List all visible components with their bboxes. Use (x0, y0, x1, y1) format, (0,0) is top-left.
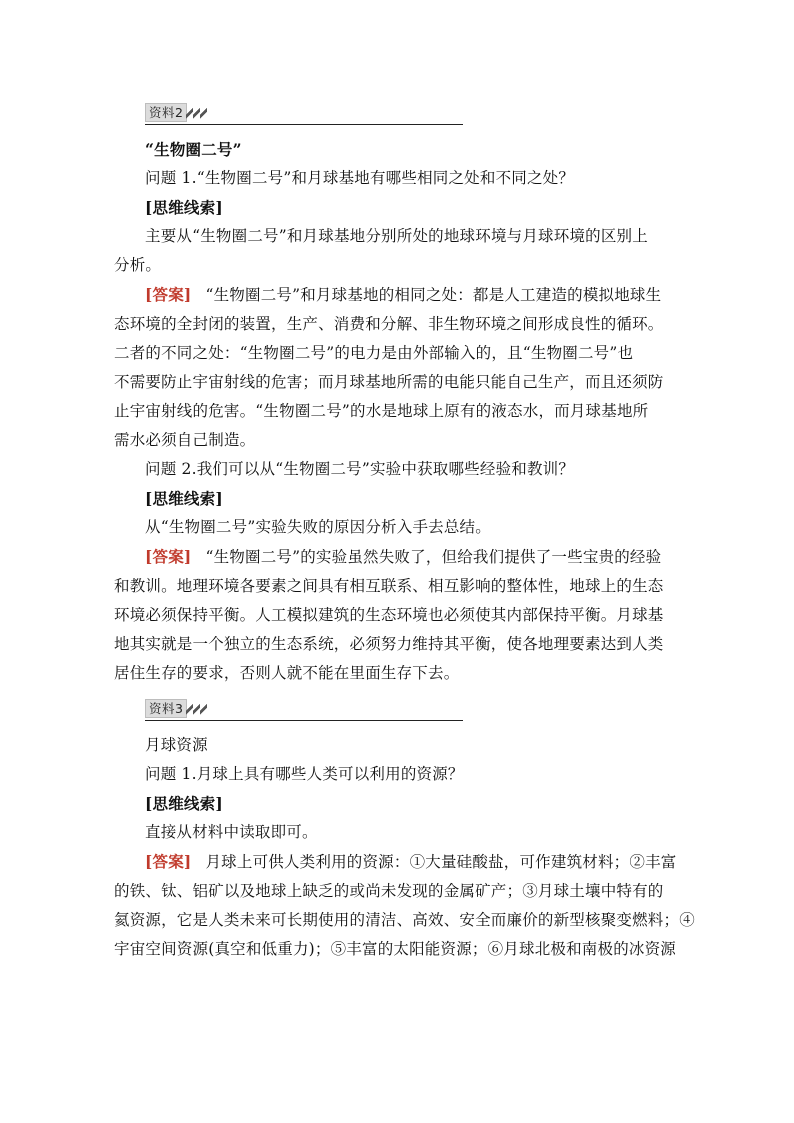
answer-line (145, 847, 685, 877)
document-page (114, 100, 695, 964)
section-title-2: “生物圈二号” (145, 140, 242, 159)
hint-line: 主要从“生物圈二号”和月球基地分别所处的地球环境与月球环境的区别上 (145, 227, 648, 245)
question-1: 问题 1.月球上具有哪些人类可以利用的资源？ (145, 765, 464, 783)
hint-line: 分析。 (114, 256, 162, 274)
answer-line: 态环境的全封闭的装置，生产、消费和分解、非生物环境之间形成良性的循环。 (114, 315, 664, 333)
answer-line: 环境必须保持平衡。人工模拟建筑的生态环境也必须使其内部保持平衡。月球基 (114, 606, 664, 624)
answer-line: 不需要防止宇宙射线的危害；而月球基地所需的电能只能自己生产，而且还须防 (114, 373, 664, 391)
answer-line: 宇宙空间资源(真空和低重力)；⑤丰富的太阳能资源；⑥月球北极和南极的冰资源 (114, 940, 676, 958)
answer-label: [答案] (145, 285, 192, 304)
answer-line: 需水必须自己制造。 (114, 431, 256, 449)
tag-arrows-icon (186, 103, 207, 122)
hint-label: [思维线索] (145, 198, 223, 217)
answer-text: “生物圈二号”的实验虽然失败了，但给我们提供了一些宝贵的经验 (205, 548, 662, 566)
section-tag-3 (145, 699, 207, 718)
section-tag-label: 资料3 (145, 699, 187, 718)
answer-line: 止宇宙射线的危害。“生物圈二号”的水是地球上原有的液态水，而月球基地所 (114, 402, 649, 420)
answer-line: 的铁、钛、铝矿以及地球上缺乏的或尚未发现的金属矿产；③月球土壤中特有的 (114, 882, 664, 900)
answer-line (145, 280, 685, 310)
answer-line (145, 542, 685, 572)
hint-line: 从“生物圈二号”实验失败的原因分析入手去总结。 (145, 518, 491, 536)
answer-text: 月球上可供人类利用的资源：①大量硅酸盐，可作建筑材料；②丰富 (205, 853, 677, 871)
section-tag-label: 资料2 (145, 103, 187, 122)
answer-line: 和教训。地理环境各要素之间具有相互联系、相互影响的整体性，地球上的生态 (114, 577, 664, 595)
answer-line: 地其实就是一个独立的生态系统，必须努力维持其平衡，使各地理要素达到人类 (114, 635, 664, 653)
hint-label: [思维线索] (145, 489, 223, 508)
question-1: 问题 1.“生物圈二号”和月球基地有哪些相同之处和不同之处？ (145, 169, 575, 187)
tag-arrows-icon (186, 699, 207, 718)
question-2: 问题 2.我们可以从“生物圈二号”实验中获取哪些经验和教训？ (145, 460, 575, 478)
answer-line: 居住生存的要求，否则人就不能在里面生存下去。 (114, 664, 460, 682)
section-tag-2 (145, 103, 207, 122)
section-header-3 (145, 696, 463, 721)
answer-label: [答案] (145, 852, 192, 871)
answer-label: [答案] (145, 547, 192, 566)
answer-text: “生物圈二号”和月球基地的相同之处：都是人工建造的模拟地球生 (205, 286, 662, 304)
section-title-3: 月球资源 (145, 736, 208, 754)
hint-line: 直接从材料中读取即可。 (145, 823, 318, 841)
section-header-2 (145, 100, 463, 125)
hint-label: [思维线索] (145, 794, 223, 813)
answer-line: 氦资源，它是人类未来可长期使用的清洁、高效、安全而廉价的新型核聚变燃料；④ (114, 911, 695, 929)
answer-line: 二者的不同之处：“生物圈二号”的电力是由外部输入的，且“生物圈二号”也 (114, 344, 634, 362)
